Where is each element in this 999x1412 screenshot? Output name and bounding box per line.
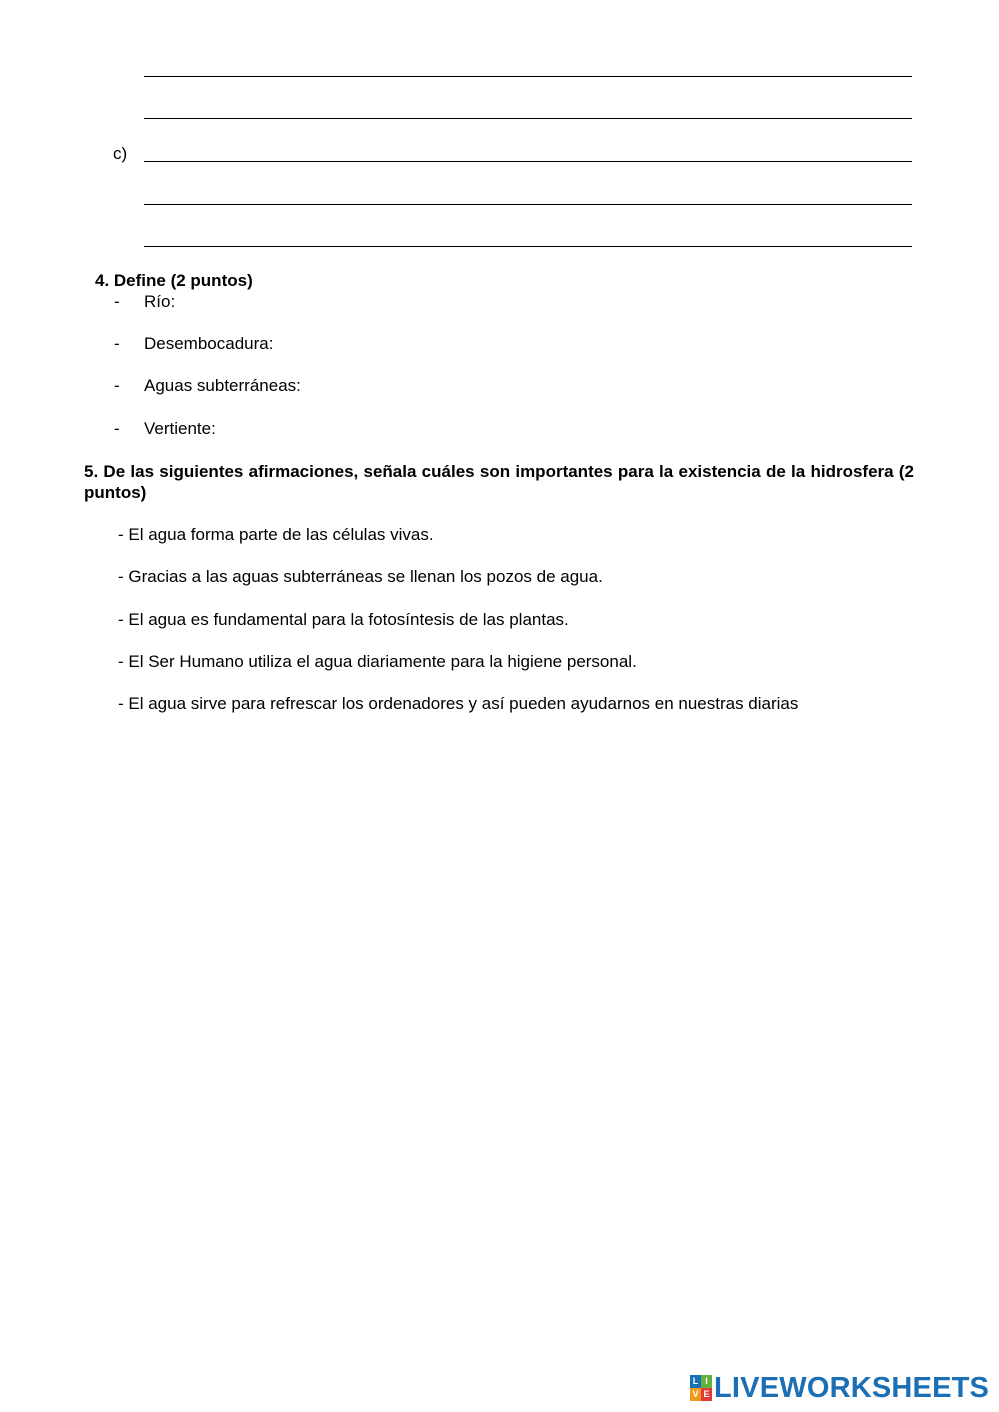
logo-text: LIVEWORKSHEETS xyxy=(714,1371,990,1404)
definition-term: Desembocadura: xyxy=(144,334,274,353)
statement-item[interactable]: - El agua forma parte de las células vivas. xyxy=(118,525,434,544)
answer-line-c[interactable] xyxy=(144,161,912,162)
logo-mark-icon xyxy=(690,1375,712,1401)
question-4-title: 4. Define (2 puntos) xyxy=(95,271,253,290)
item-c-label: c) xyxy=(113,144,128,163)
question-5-title: 5. De las siguientes afirmaciones, señala cuáles son importantes para la existencia de la hidrosfera (2 puntos) xyxy=(84,462,914,502)
answer-line[interactable] xyxy=(144,246,912,247)
bullet-dash: - xyxy=(114,376,120,395)
statement-item[interactable]: - El agua sirve para refrescar los ordenadores y así pueden ayudarnos en nuestras diarias xyxy=(118,694,799,713)
definition-item-aguas-subterraneas xyxy=(114,376,301,396)
liveworksheets-logo xyxy=(690,1372,989,1404)
definition-term: Vertiente: xyxy=(144,419,216,438)
bullet-dash: - xyxy=(114,419,120,438)
answer-line[interactable] xyxy=(144,204,912,205)
statement-item[interactable]: - El agua es fundamental para la fotosíntesis de las plantas. xyxy=(118,610,569,629)
definition-item-vertiente xyxy=(114,419,216,439)
definition-term: Aguas subterráneas: xyxy=(144,376,301,395)
bullet-dash: - xyxy=(114,292,120,311)
statement-item[interactable]: - El Ser Humano utiliza el agua diariamente para la higiene personal. xyxy=(118,652,637,671)
logo-mark-letter: V xyxy=(690,1388,701,1401)
answer-line[interactable] xyxy=(144,118,912,119)
statement-item[interactable]: - Gracias a las aguas subterráneas se llenan los pozos de agua. xyxy=(118,567,603,586)
bullet-dash: - xyxy=(114,334,120,353)
definition-term: Río: xyxy=(144,292,176,311)
answer-line[interactable] xyxy=(144,76,912,77)
definition-item-rio xyxy=(114,292,175,312)
logo-mark-letter: L xyxy=(690,1375,701,1388)
logo-mark-letter: I xyxy=(701,1375,712,1388)
logo-mark-letter: E xyxy=(701,1388,712,1401)
definition-item-desembocadura xyxy=(114,334,273,354)
